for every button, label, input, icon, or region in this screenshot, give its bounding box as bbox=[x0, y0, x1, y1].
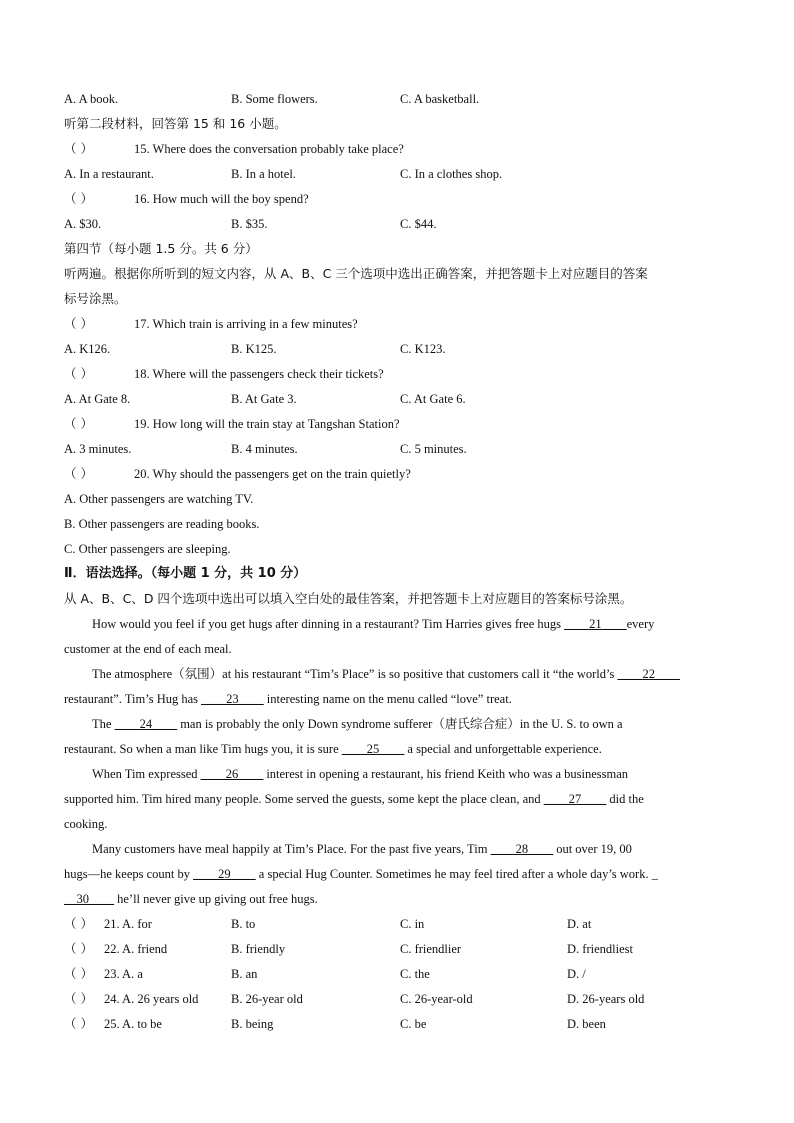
passage-text: interesting name on the menu called “love” treat. bbox=[263, 692, 512, 706]
passage-text: interest in opening a restaurant, his friend Keith who was a businessman bbox=[263, 767, 629, 781]
passage-p2-line1 bbox=[92, 666, 680, 682]
answer-paren: （ ） bbox=[64, 966, 93, 981]
passage-text: Many customers have meal happily at Tim’s Place. For the past five years, Tim bbox=[92, 842, 491, 856]
passage-p3-line2 bbox=[64, 741, 602, 757]
option-c: C. K123. bbox=[400, 342, 446, 356]
passage-text: The atmosphere（氛围）at his restaurant “Tim’s Place” is so positive that customers call it “the world’s bbox=[92, 667, 618, 681]
answer-paren: （ ） bbox=[64, 1016, 93, 1031]
option-c: C. At Gate 6. bbox=[400, 392, 466, 406]
option-c: C. be bbox=[400, 1017, 427, 1031]
blank-26: ____26____ bbox=[200, 767, 264, 781]
option-a: 23. A. a bbox=[104, 967, 143, 981]
passage-text: The bbox=[92, 717, 115, 731]
option-b: B. 26-year old bbox=[231, 992, 303, 1006]
passage-text: How would you feel if you get hugs after dinning in a restaurant? Tim Harries gives free hugs bbox=[92, 617, 565, 631]
section-ii-instructions: 从 A、B、C、D 四个选项中选出可以填入空白处的最佳答案，并把答题卡上对应题目的答案标号涂黑。 bbox=[64, 591, 633, 606]
option-a: 25. A. to be bbox=[104, 1017, 162, 1031]
question-16 bbox=[64, 191, 309, 207]
option-c: C. 26-year-old bbox=[400, 992, 473, 1006]
answer-paren: （ ） bbox=[64, 316, 93, 331]
answer-paren: （ ） bbox=[64, 366, 93, 381]
question-20-option-a: A. Other passengers are watching TV. bbox=[64, 492, 254, 506]
passage-p4-line1 bbox=[92, 766, 628, 782]
passage-text: restaurant”. Tim’s Hug has bbox=[64, 692, 202, 706]
option-b: B. $35. bbox=[231, 217, 268, 231]
answer-paren: （ ） bbox=[64, 416, 93, 431]
answer-paren: （ ） bbox=[64, 141, 93, 156]
option-c: C. the bbox=[400, 967, 430, 981]
question-17 bbox=[64, 316, 358, 332]
option-b: B. to bbox=[231, 917, 256, 931]
question-20-option-b: B. Other passengers are reading books. bbox=[64, 517, 260, 531]
answer-paren: （ ） bbox=[64, 991, 93, 1006]
question-text: 15. Where does the conversation probably take place? bbox=[134, 142, 404, 156]
option-a: A. K126. bbox=[64, 342, 111, 356]
blank-29: ____29____ bbox=[193, 867, 256, 881]
part4-instructions-1: 听两遍。根据你所听到的短文内容，从 A、B、C 三个选项中选出正确答案，并把答题卡上对应题目的答案 bbox=[64, 266, 648, 281]
answer-paren: （ ） bbox=[64, 916, 93, 931]
question-text: 20. Why should the passengers get on the train quietly? bbox=[134, 467, 411, 481]
answer-paren: （ ） bbox=[64, 191, 93, 206]
passage-text: did the bbox=[606, 792, 644, 806]
blank-24: ____24____ bbox=[114, 717, 178, 731]
option-c: C. in bbox=[400, 917, 425, 931]
option-d: D. friendliest bbox=[567, 942, 633, 956]
passage-text: out over 19, 00 bbox=[553, 842, 632, 856]
question-19 bbox=[64, 416, 400, 432]
option-c: C. friendlier bbox=[400, 942, 462, 956]
question-18 bbox=[64, 366, 384, 382]
blank-22: ____22____ bbox=[617, 667, 680, 681]
option-b: B. being bbox=[231, 1017, 274, 1031]
option-a: A. $30. bbox=[64, 217, 102, 231]
passage-text: every bbox=[626, 617, 655, 631]
question-20 bbox=[64, 466, 411, 482]
passage-text: supported him. Tim hired many people. Some served the guests, some kept the place clean, and bbox=[64, 792, 544, 806]
blank-21: ____21____ bbox=[564, 617, 627, 631]
option-a: 22. A. friend bbox=[104, 942, 168, 956]
blank-28: ____28____ bbox=[490, 842, 554, 856]
option-c: C. A basketball. bbox=[400, 92, 480, 106]
question-text: 19. How long will the train stay at Tangshan Station? bbox=[134, 417, 400, 431]
option-b: B. 4 minutes. bbox=[231, 442, 298, 456]
option-b: B. At Gate 3. bbox=[231, 392, 297, 406]
blank-23: ____23____ bbox=[201, 692, 264, 706]
option-b: B. Some flowers. bbox=[231, 92, 318, 106]
blank-30: __30____ bbox=[64, 892, 114, 906]
option-a: A. At Gate 8. bbox=[64, 392, 131, 406]
option-c: C. 5 minutes. bbox=[400, 442, 467, 456]
passage-text: restaurant. So when a man like Tim hugs you, it is sure bbox=[64, 742, 342, 756]
answer-paren: （ ） bbox=[64, 941, 93, 956]
passage-text: hugs—he keeps count by bbox=[64, 867, 194, 881]
option-c: C. $44. bbox=[400, 217, 437, 231]
part4-title: 第四节（每小题 1.5 分。共 6 分） bbox=[64, 241, 258, 256]
passage-p4-line2 bbox=[64, 791, 644, 807]
passage-p5-line2 bbox=[64, 866, 658, 882]
option-c: C. In a clothes shop. bbox=[400, 167, 503, 181]
passage-text: a special and unforgettable experience. bbox=[404, 742, 602, 756]
passage-p5-line1 bbox=[92, 841, 632, 857]
section2-intro: 听第二段材料，回答第 15 和 16 小题。 bbox=[64, 116, 287, 131]
passage-p3-line1 bbox=[92, 716, 623, 732]
section-ii-title: Ⅱ．语法选择。（每小题 1 分，共 10 分） bbox=[64, 566, 307, 581]
question-text: 17. Which train is arriving in a few minutes? bbox=[134, 317, 358, 331]
option-a: A. 3 minutes. bbox=[64, 442, 132, 456]
option-d: D. at bbox=[567, 917, 592, 931]
option-a: 24. A. 26 years old bbox=[104, 992, 199, 1006]
passage-p2-line2 bbox=[64, 691, 512, 707]
option-b: B. K125. bbox=[231, 342, 277, 356]
option-b: B. friendly bbox=[231, 942, 286, 956]
passage-p4-line3: cooking. bbox=[64, 817, 108, 831]
passage-p1-line1 bbox=[92, 616, 654, 632]
answer-paren: （ ） bbox=[64, 466, 93, 481]
option-d: D. / bbox=[567, 967, 586, 981]
option-a: 21. A. for bbox=[104, 917, 152, 931]
option-a: A. In a restaurant. bbox=[64, 167, 154, 181]
option-d: D. been bbox=[567, 1017, 606, 1031]
option-b: B. an bbox=[231, 967, 258, 981]
part4-instructions-2: 标号涂黑。 bbox=[64, 291, 127, 306]
passage-text: he’ll never give up giving out free hugs. bbox=[114, 892, 318, 906]
passage-text: man is probably the only Down syndrome sufferer（唐氏综合症）in the U. S. to own a bbox=[177, 717, 623, 731]
passage-p1-line2: customer at the end of each meal. bbox=[64, 642, 232, 656]
question-text: 18. Where will the passengers check their tickets? bbox=[134, 367, 384, 381]
option-b: B. In a hotel. bbox=[231, 167, 296, 181]
question-text: 16. How much will the boy spend? bbox=[134, 192, 309, 206]
option-d: D. 26-years old bbox=[567, 992, 645, 1006]
passage-text: When Tim expressed bbox=[92, 767, 201, 781]
passage-text: a special Hug Counter. Sometimes he may feel tired after a whole day’s work. _ bbox=[255, 867, 658, 881]
blank-27: ____27____ bbox=[543, 792, 607, 806]
option-a: A. A book. bbox=[64, 92, 119, 106]
passage-p5-line3 bbox=[64, 891, 318, 907]
question-15 bbox=[64, 141, 404, 157]
blank-25: ____25____ bbox=[341, 742, 405, 756]
question-20-option-c: C. Other passengers are sleeping. bbox=[64, 542, 231, 556]
